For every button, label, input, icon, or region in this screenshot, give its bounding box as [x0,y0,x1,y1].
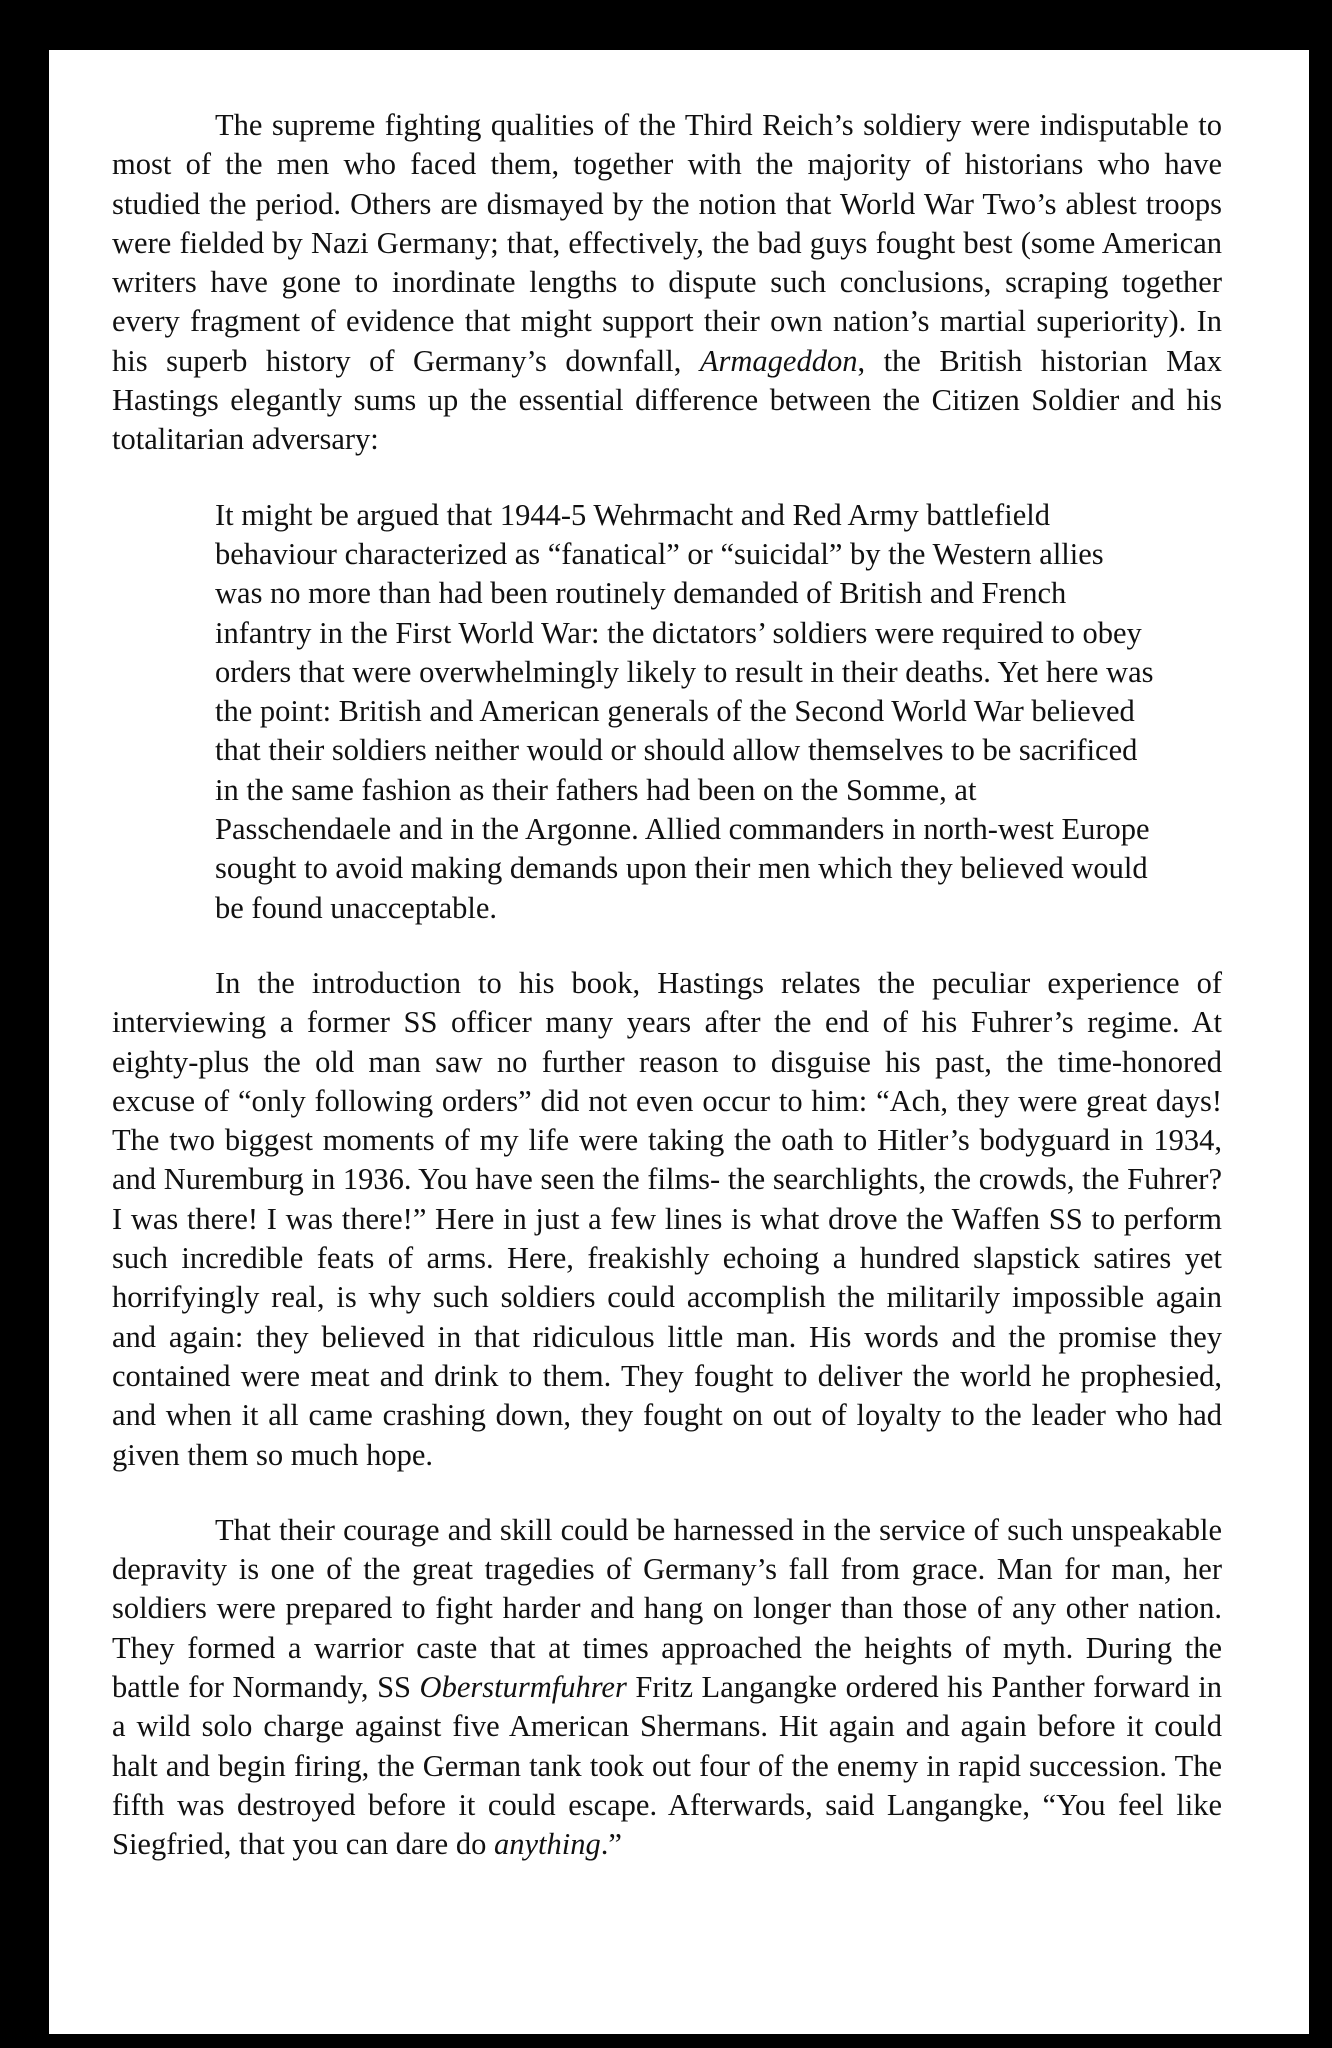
emphasis-anything: anything [493,1827,601,1862]
paragraph-3-text-b: Fritz Langangke ordered his Panther forward in a wild solo charge against five American Shermans. Hit again and again before it could halt and begin firing, the German tank took out four of the enemy in rapid succession. The fifth was destroyed before it could escape. Afterwards, said Langangke, “You feel like Siegfried, that you can dare do [112,1669,1222,1862]
book-page [49,50,1309,2034]
book-title-armageddon: Armageddon [699,343,858,378]
paragraph-3-text-c: .” [600,1827,622,1862]
rank-obersturmfuhrer: Obersturmfuhrer [419,1669,627,1704]
paragraph-3-text-a: That their courage and skill could be harnessed in the service of such unspeakable depravity is one of the great tragedies of Germany’s fall from grace. Man for man, her soldiers were prepared to fight harder and hang on longer than those of any other nation. They formed a warrior caste that at times approached the heights of myth. During the battle for Normandy, SS [112,1512,1222,1704]
paragraph-2: In the introduction to his book, Hastings relates the peculiar experience of interviewing a former SS officer many years after the end of his Fuhrer’s regime. At eighty-plus the old man saw no further reason to disguise his past, the time-honored excuse of “only following orders” did not even occur to him: “Ach, they were great days! The two biggest moments of my life were taking the oath to Hitler’s bodyguard in 1934, and Nuremburg in 1936. You have seen the films- the searchlights, the crowds, the Fuhrer? I was there! I was there!” Here in just a few lines is what drove the Waffen SS to perform such incredible feats of arms. Here, freakishly echoing a hundred slapstick satires yet horrifyingly real, is why such soldiers could accomplish the militarily impossible again and again: they believed in that ridiculous little man. His words and the promise they contained were meat and drink to them. They fought to deliver the world he prophesied, and when it all came crashing down, they fought on out of loyalty to the leader who had given them so much hope. [112,965,1222,1472]
block-quote-text: It might be argued that 1944-5 Wehrmacht and Red Army battlefield behaviour characterized as “fanatical” or “suicidal” by the Western allies was no more than had been routinely demanded of British and French infantry in the First World War: the dictators’ soldiers were required to obey orders that were overwhelmingly likely to result in their deaths. Yet here was the point: British and American generals of the Second World War believed that their soldiers neither would or should allow themselves to be sacrificed in the same fashion as their fathers had been on the Somme, at Passchendaele and in the Argonne. Allied commanders in north-west Europe sought to avoid making demands upon their men which they believed would be found unacceptable. [215,497,1154,925]
block-quote [215,496,1155,928]
paragraph-1-text-a: The supreme fighting qualities of the Third Reich’s soldiery were indisputable to most of the men who faced them, together with the majority of historians who have studied the period. Others are dismayed by the notion that World War Two’s ablest troops were fielded by Nazi Germany; that, effectively, the bad guys fought best (some American writers have gone to inordinate lengths to dispute such conclusions, scraping together every fragment of evidence that might support their own nation’s martial superiority). In his superb history of Germany’s downfall, [112,108,1222,378]
page-body [112,106,1222,1864]
paragraph-1 [112,106,1222,460]
paragraph-3 [112,1511,1222,1865]
paragraph-1-text-b: , the British historian Max Hastings elegantly sums up the essential difference between the Citizen Soldier and his totalitarian adversary: [112,343,1222,457]
